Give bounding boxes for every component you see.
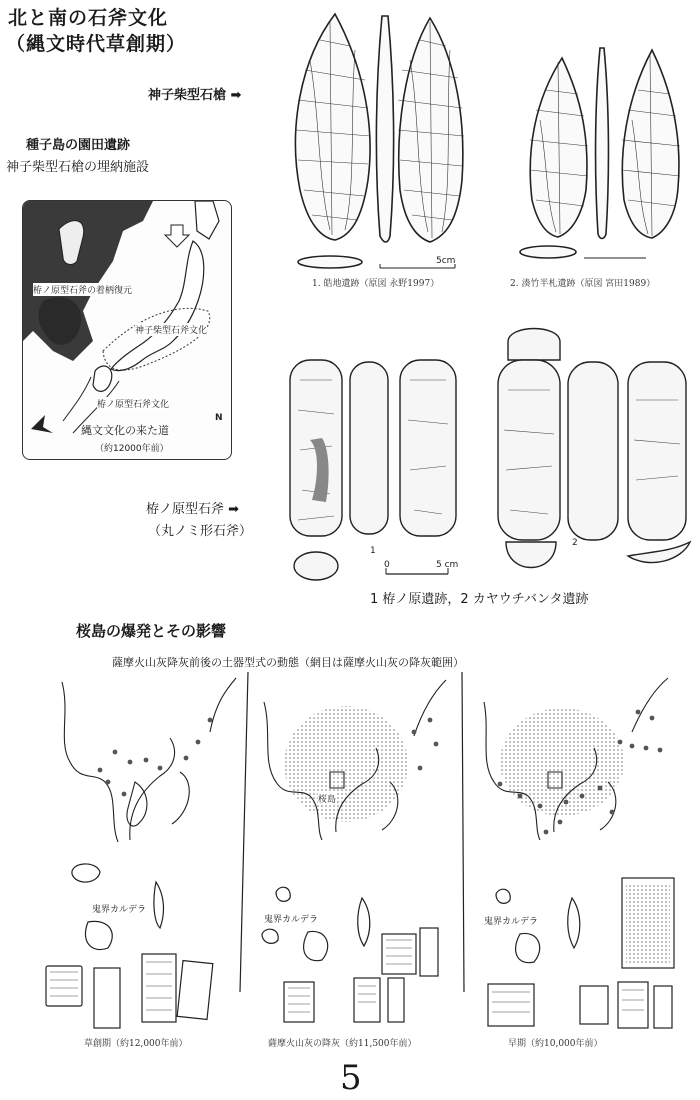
page-subtitle: （縄文時代草創期） (6, 33, 187, 55)
caption-ashfall: 薩摩火山灰の降灰（約11,500年前） (268, 1039, 417, 1049)
caption-incipient: 草創期（約12,000年前） (84, 1039, 188, 1049)
spearpoint-2-side (596, 48, 609, 239)
map-label-mikoshiba: 神子柴型石斧文化 (135, 323, 207, 336)
spearpoint-2-back (622, 50, 679, 238)
spearpoint-1-front (295, 14, 370, 240)
north-arrow-icon: N (215, 413, 223, 423)
axe-label-1-text: 栫ノ原型石斧 (146, 502, 225, 517)
spearpoint-label-text: 神子柴型石槍 (148, 88, 227, 103)
map-heading-2: 神子柴型石槍の埋納施設 (6, 160, 150, 175)
axe-1-back (400, 360, 456, 536)
axe-2-front (498, 360, 560, 540)
arrow-right-icon-2: ➡ (228, 502, 240, 517)
spearpoint-2-section (520, 246, 576, 258)
axe-2-top (508, 329, 560, 361)
kikai-label-1: 鬼界カルデラ (92, 905, 147, 915)
spearpoint-scale-label: 5cm (436, 256, 456, 266)
kikai-label-2: 鬼界カルデラ (264, 915, 319, 925)
page-title: 北と南の石斧文化 (8, 7, 169, 29)
axe-1-section (294, 552, 338, 580)
stone-axe-drawings (0, 320, 700, 600)
map-label-kakinohara: 栫ノ原型石斧文化 (97, 397, 169, 410)
axe-2-back (628, 362, 686, 540)
axe-fig-2: 2 (572, 538, 578, 548)
arrow-right-icon: ➡ (230, 88, 242, 103)
axe-1-side (350, 362, 388, 534)
axe-fig-1: 1 (370, 546, 376, 556)
caption-initial: 早期（約10,000年前） (508, 1039, 603, 1049)
axe-2-section (506, 542, 556, 568)
map-heading-1: 種子島の園田遺跡 (26, 138, 131, 153)
axe-label-2: （丸ノミ形石斧） (148, 524, 253, 539)
axe-label-1 (146, 502, 239, 518)
panel-1-sites (98, 718, 213, 797)
sakurajima-label: 桜島 (318, 792, 336, 805)
map-label-route: 縄文文化の来た道 (81, 424, 169, 437)
axe-scale-5: 5 cm (436, 560, 459, 570)
sakurajima-maps (0, 672, 700, 1072)
spearpoint-caption-1: 1. 皓地遺跡（原図 永野1997） (312, 279, 440, 289)
spearpoint-1-section (298, 256, 362, 268)
axe-caption: 1 栫ノ原遺跡，2 カヤウチバンタ遺跡 (370, 592, 589, 607)
axe-2-side (568, 362, 618, 540)
map-label-date: （約12000年前） (95, 444, 169, 454)
map-label-handle: 栫ノ原型石斧の着柄復元 (33, 283, 132, 296)
kikai-label-3: 鬼界カルデラ (484, 917, 539, 927)
sakurajima-subtitle: 薩摩火山灰降灰前後の土器型式の動態（網目は薩摩火山灰の降灰範囲） (112, 656, 464, 669)
panel-1-coast (62, 678, 236, 842)
spearpoint-2-front (530, 58, 587, 237)
axe-2-bottom (628, 542, 690, 563)
spearpoint-1-side (376, 16, 393, 242)
sakurajima-title: 桜島の爆発とその影響 (76, 622, 227, 640)
axe-scale-0: 0 (384, 560, 390, 570)
spearpoint-caption-2: 2. 湊竹半札遺跡（原図 宮田1989） (510, 279, 656, 289)
panel-2-ash-area (284, 706, 408, 822)
page-number: 5 (340, 1058, 362, 1098)
